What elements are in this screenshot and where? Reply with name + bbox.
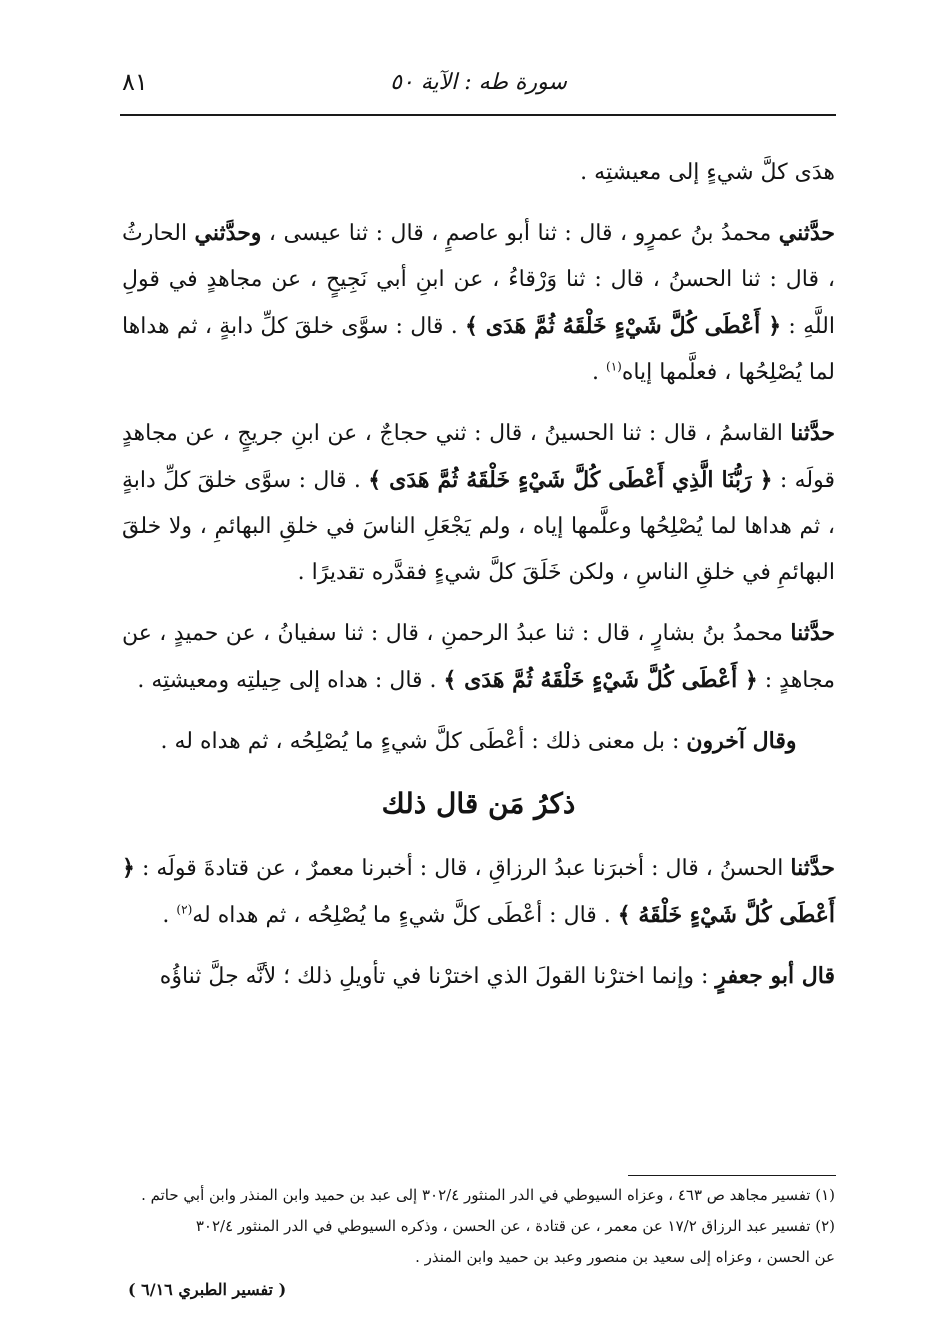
paragraph-6-text: : وإنما اخترْنا القولَ الذي اخترْنا في تأويلِ ذلك ؛ لأنَّه جلَّ ثناؤُه xyxy=(159,964,709,989)
paragraph-1-text-c: . قال : سوَّى خلقَ كلِّ دابةٍ ، ثم هداها لما يُصْلِحُها ، فعلَّمها إياه xyxy=(122,314,835,385)
paragraph-4-lead: وقال آخرون xyxy=(686,728,797,754)
footnote-mark-2: (٢) xyxy=(176,902,193,917)
header-rule xyxy=(120,114,836,116)
footnotes xyxy=(122,1180,835,1273)
paragraph-5-lead: حدَّثنا xyxy=(790,855,835,881)
page-number: ٨١ xyxy=(122,68,148,96)
paragraph-6 xyxy=(122,953,835,1000)
paragraph-1-text-b: الحارثُ ، قال : ثنا الحسنُ ، قال : ثنا وَرْقاءُ ، عن ابنِ أبي نَجِيحٍ ، عن مجاهدٍ في قولِ اللَّهِ : xyxy=(122,221,835,339)
paragraph-5-quran-quote: ﴿ أَعْطَى كُلَّ شَيْءٍ خَلْقَهُ ﴾ xyxy=(122,855,835,928)
paragraph-0 xyxy=(122,150,835,196)
footnote-rule xyxy=(628,1175,836,1176)
paragraph-4 xyxy=(122,718,835,765)
paragraph-0-text: هدَى كلَّ شيءٍ إلى معيشتِه . xyxy=(580,160,835,185)
paragraph-5-text-b: . قال : أعْطَى كلَّ شيءٍ ما يُصْلِحُه ، ثم هداه له xyxy=(192,903,611,928)
paragraph-1-lead: حدَّثني xyxy=(778,220,835,246)
main-text xyxy=(122,150,835,1014)
paragraph-2 xyxy=(122,410,835,596)
footnote-2-line-2: عن الحسن ، وعزاه إلى سعيد بن منصور وعبد بن حميد وابن المنذر . xyxy=(415,1248,835,1266)
paragraph-6-lead: قال أبو جعفرٍ xyxy=(715,963,835,989)
paragraph-4-text: : بل معنى ذلك : أعْطَى كلَّ شيءٍ ما يُصْلِحُه ، ثم هداه له . xyxy=(160,729,680,754)
footnote-2-line-1: (٢) تفسير عبد الرزاق ١٧/٢ عن معمر ، عن قتادة ، عن الحسن ، وذكره السيوطي في الدر المنثور ٣٠٢/٤ xyxy=(195,1217,835,1235)
footnote-1: (١) تفسير مجاهد ص ٤٦٣ ، وعزاه السيوطي في الدر المنثور ٣٠٢/٤ إلى عبد بن حميد وابن المنذر وابن أبي حاتم . xyxy=(141,1186,835,1204)
paragraph-3-lead: حدَّثنا xyxy=(790,620,835,646)
paragraph-5-text-a: الحسنُ ، قال : أخبرَنا عبدُ الرزاقِ ، قال : أخبرنا معمرٌ ، عن قتادةَ قولَه : xyxy=(141,856,784,881)
volume-signature: ( تفسير الطبري ٦/١٦ ) xyxy=(128,1280,287,1299)
paragraph-5-end: . xyxy=(162,903,170,928)
paragraph-1-text-a: محمدُ بنُ عمرٍو ، قال : ثنا أبو عاصمٍ ، قال : ثنا عيسى ، xyxy=(268,221,772,246)
paragraph-1 xyxy=(122,210,835,396)
footnote-mark-1: (١) xyxy=(606,359,622,374)
paragraph-1-end: . xyxy=(592,360,599,385)
paragraph-1-quran-quote: ﴿ أَعْطَى كُلَّ شَيْءٍ خَلْقَهُ ثُمَّ هَدَى ﴾ xyxy=(464,313,782,339)
paragraph-3-quran-quote: ﴿ أَعْطَى كُلَّ شَيْءٍ خَلْقَهُ ثُمَّ هَدَى ﴾ xyxy=(443,667,758,693)
paragraph-2-text-a: القاسمُ ، قال : ثنا الحسينُ ، قال : ثني حجاجٌ ، عن ابنِ جريجٍ ، عن مجاهدٍ قولَه : xyxy=(122,421,835,493)
paragraph-2-text-b: . قال : سوَّى خلقَ كلِّ دابةٍ ، ثم هداها لما يُصْلِحُها وعلَّمها إياه ، ولم يَجْعَلِ الناسَ في خلقِ البهائمِ ، ولا خلقَ البهائمِ في خلقِ الناسِ ، ولكن خَلَقَ كلَّ شيءٍ فقدَّره تقديرًا . xyxy=(122,468,835,585)
paragraph-2-quran-quote: ﴿ رَبُّنَا الَّذِي أَعْطَى كُلَّ شَيْءٍ خَلْقَهُ ثُمَّ هَدَى ﴾ xyxy=(368,467,773,493)
paragraph-3 xyxy=(122,610,835,704)
section-heading: ذكرُ مَن قال ذلك xyxy=(381,787,576,820)
paragraph-5 xyxy=(122,845,835,939)
running-header xyxy=(122,66,835,106)
paragraph-3-text-b: . قال : هداه إلى حِيلتِه ومعيشتِه . xyxy=(137,668,437,693)
running-title: سورة طه : الآية ٥٠ xyxy=(390,70,567,95)
paragraph-1-lead2: وحدَّثني xyxy=(194,220,262,246)
paragraph-3-text-a: محمدُ بنُ بشارٍ ، قال : ثنا عبدُ الرحمنِ ، قال : ثنا سفيانُ ، عن حميدٍ ، عن مجاهدٍ : xyxy=(122,621,835,693)
paragraph-2-lead: حدَّثنا xyxy=(790,420,836,446)
